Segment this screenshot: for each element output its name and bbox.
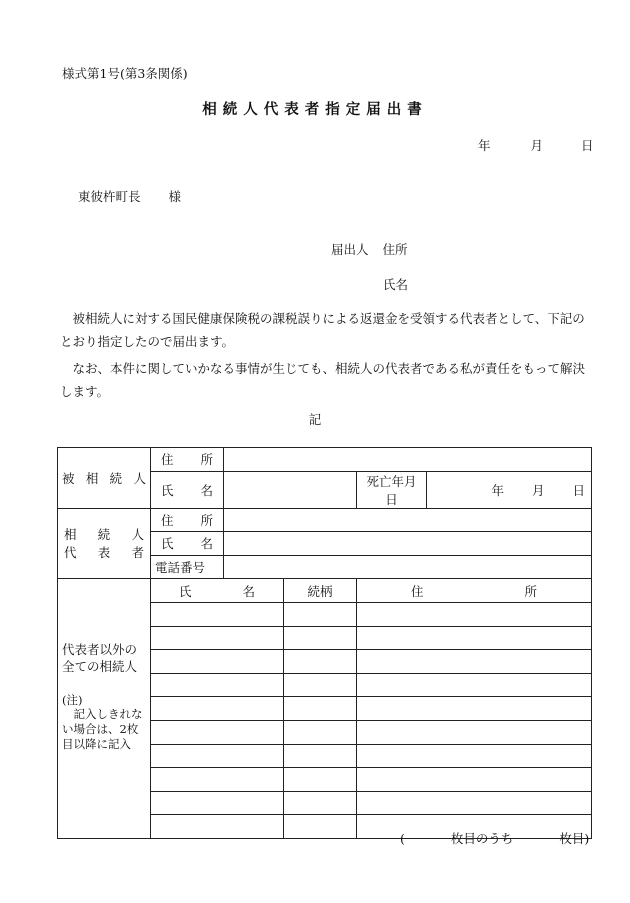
inheritor-relation-field[interactable] <box>284 791 357 815</box>
death-date-label: 死亡年月日 <box>357 471 427 508</box>
decedent-header: 被 相 続 人 <box>58 448 151 509</box>
inheritor-relation-field[interactable] <box>284 815 357 839</box>
date-month: 月 <box>530 138 543 153</box>
representative-name-field[interactable] <box>224 532 592 556</box>
representative-phone-label: 電話番号 <box>151 555 224 579</box>
column-header-name: 氏 名 <box>151 579 284 603</box>
inheritor-name-field[interactable] <box>151 697 284 721</box>
column-header-relation: 続柄 <box>284 579 357 603</box>
inheritor-address-field[interactable] <box>357 720 592 744</box>
representative-address-row <box>58 508 592 532</box>
inheritor-name-field[interactable] <box>151 626 284 650</box>
inheritor-relation-field[interactable] <box>284 744 357 768</box>
decedent-address-field[interactable] <box>224 448 592 472</box>
others-header: 代表者以外の 全ての相続人 (注) 記入しきれな い場合は、2枚 目以降に記入 <box>58 579 151 839</box>
inheritor-address-field[interactable] <box>357 791 592 815</box>
page-count-sheet: 枚目) <box>559 831 590 846</box>
inheritor-relation-field[interactable] <box>284 602 357 626</box>
submitter-address <box>331 240 408 258</box>
inheritor-name-field[interactable] <box>151 673 284 697</box>
addressee-honorific: 様 <box>168 189 182 204</box>
inheritor-relation-field[interactable] <box>284 697 357 721</box>
inheritor-address-field[interactable] <box>357 626 592 650</box>
representative-address-label: 住 所 <box>151 508 224 532</box>
inheritor-name-field[interactable] <box>151 650 284 674</box>
inheritor-address-field[interactable] <box>357 650 592 674</box>
inheritor-name-field[interactable] <box>151 720 284 744</box>
addressee-name: 東彼杵町長 <box>78 189 141 204</box>
inheritor-address-field[interactable] <box>357 673 592 697</box>
inheritor-name-field[interactable] <box>151 602 284 626</box>
inheritor-relation-field[interactable] <box>284 768 357 792</box>
note-line-2: い場合は、2枚 <box>62 722 139 737</box>
page-count-open: ( <box>400 831 405 846</box>
decedent-name-label: 氏 名 <box>151 471 224 508</box>
inheritor-address-field[interactable] <box>357 744 592 768</box>
death-date-field[interactable]: 年 月 日 <box>427 471 592 508</box>
submitter-role: 届出人 <box>331 242 369 257</box>
ki-heading: 記 <box>308 412 322 427</box>
inheritor-relation-field[interactable] <box>284 720 357 744</box>
inheritor-name-field[interactable] <box>151 744 284 768</box>
date-year: 年 <box>478 138 491 153</box>
inheritor-name-field[interactable] <box>151 815 284 839</box>
decedent-name-field[interactable] <box>224 471 357 508</box>
addressee <box>78 187 181 205</box>
column-header-address: 住 所 <box>357 579 592 603</box>
statement-paragraph-1: 被相続人に対する国民健康保険税の課税誤りによる返還金を受領する代表者として、下記のとおり指定したので届出ます。 <box>60 311 585 349</box>
inheritor-relation-field[interactable] <box>284 626 357 650</box>
inheritor-address-field[interactable] <box>357 602 592 626</box>
document-title: 相続人代表者指定届出書 <box>202 101 428 118</box>
representative-phone-field[interactable] <box>224 555 592 579</box>
representative-address-field[interactable] <box>224 508 592 532</box>
inheritor-relation-field[interactable] <box>284 650 357 674</box>
inheritor-address-field[interactable] <box>357 697 592 721</box>
page-count-of: 枚目のうち <box>450 831 514 846</box>
date-day: 日 <box>580 138 594 153</box>
inheritor-table <box>57 447 592 839</box>
date-line <box>478 136 593 154</box>
inheritor-address-field[interactable] <box>357 768 592 792</box>
decedent-address-row <box>58 448 592 472</box>
statement-paragraph-2: なお、本件に関していかなる事情が生じても、相続人の代表者である私が責任をもって解決します。 <box>60 361 586 399</box>
submitter-name-label: 氏名 <box>383 277 409 292</box>
submitter-address-label: 住所 <box>382 242 408 257</box>
note-line-1: 記入しきれな <box>73 707 143 722</box>
inheritor-name-field[interactable] <box>151 791 284 815</box>
page-count <box>400 829 589 847</box>
note-head: (注) <box>62 693 83 708</box>
note-line-3: 目以降に記入 <box>62 737 131 752</box>
form-number: 様式第1号(第3条関係) <box>62 66 188 81</box>
representative-header: 相 続 人 代 表 者 <box>58 508 151 579</box>
inheritor-relation-field[interactable] <box>284 673 357 697</box>
others-column-header-row <box>58 579 592 603</box>
representative-name-label: 氏 名 <box>151 532 224 556</box>
inheritor-name-field[interactable] <box>151 768 284 792</box>
decedent-address-label: 住 所 <box>151 448 224 472</box>
